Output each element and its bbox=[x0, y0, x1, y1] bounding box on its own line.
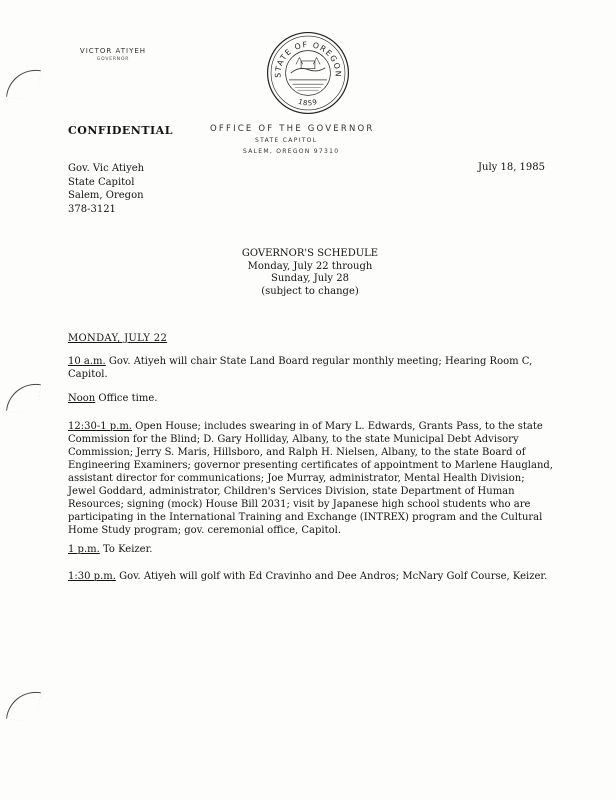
classification-label: CONFIDENTIAL bbox=[68, 124, 173, 137]
sender-address-line: State Capitol bbox=[68, 176, 135, 188]
schedule-range-end: Sunday, July 28 bbox=[271, 273, 349, 284]
sender-block bbox=[68, 162, 144, 216]
entry-text: Home Study program; gov. ceremonial office, Capitol. bbox=[68, 525, 342, 536]
entry-time: Noon bbox=[68, 393, 96, 404]
schedule-note: (subject to change) bbox=[261, 285, 359, 297]
schedule-entry bbox=[68, 355, 588, 381]
state-seal-icon bbox=[265, 30, 351, 116]
entry-time: 1 p.m. bbox=[68, 544, 100, 555]
svg-text:STATE OF OREGON bbox=[273, 40, 342, 78]
punch-hole-mark bbox=[6, 66, 41, 101]
entry-text: Gov. Atiyeh will chair State Land Board regular monthly meeting; Hearing Room C, bbox=[108, 356, 533, 367]
governor-name: VICTOR ATIYEH bbox=[79, 47, 147, 55]
office-city-line: SALEM, OREGON 97310 bbox=[243, 148, 340, 155]
schedule-range-start: Monday, July 22 through bbox=[247, 260, 373, 272]
entry-time: 10 a.m. bbox=[68, 356, 106, 367]
svg-text:1859 bbox=[297, 98, 319, 108]
office-address-line: STATE CAPITOL bbox=[255, 137, 318, 144]
entry-text: Resources; signing (mock) House Bill 2031; visit by Japanese high school students who are bbox=[68, 499, 531, 510]
sender-phone: 378-3121 bbox=[68, 203, 116, 215]
schedule-entry bbox=[68, 392, 588, 405]
seal-year: 1859 bbox=[297, 97, 319, 108]
governor-title: GOVERNOR bbox=[96, 57, 130, 62]
entry-time: 1:30 p.m. bbox=[68, 571, 116, 582]
entry-text: assistant director for communications; Joe Murray, administrator, Mental Health Division; bbox=[68, 473, 525, 484]
schedule-entry bbox=[68, 570, 588, 583]
entry-text: Commission for the Blind; D. Gary Holliday, Albany, to the state Municipal Debt Advisory bbox=[68, 434, 519, 445]
seal-top-text: STATE OF OREGON bbox=[273, 40, 343, 78]
schedule-entry bbox=[68, 420, 588, 537]
punch-hole-mark bbox=[6, 688, 41, 723]
entry-text: participating in the International Training and Exchange (INTREX) program and the Cultural bbox=[68, 512, 543, 523]
entry-text: Capitol. bbox=[68, 369, 108, 380]
entry-text: Gov. Atiyeh will golf with Ed Cravinho and Dee Andros; McNary Golf Course, Keizer. bbox=[119, 571, 548, 582]
entry-time: 12:30-1 p.m. bbox=[68, 421, 132, 432]
entry-text: Jewel Goddard, administrator, Children's Services Division, state Department of Human bbox=[68, 486, 515, 497]
schedule-title-block bbox=[200, 248, 420, 298]
office-heading: OFFICE OF THE GOVERNOR bbox=[210, 124, 375, 134]
sender-city-line: Salem, Oregon bbox=[68, 190, 144, 201]
entry-text: Commission; Jerry S. Maris, Hillsboro, and Ralph H. Nielsen, Albany, to the state Board of bbox=[68, 447, 526, 458]
day-heading: MONDAY, JULY 22 bbox=[68, 333, 168, 344]
sender-name: Gov. Vic Atiyeh bbox=[68, 163, 145, 174]
entry-text: To Keizer. bbox=[102, 544, 153, 555]
entry-text: Engineering Examiners; governor presenting certificates of appointment to Marlene Haugland, bbox=[68, 460, 553, 471]
entry-text: Open House; includes swearing in of Mary L. Edwards, Grants Pass, to the state bbox=[135, 421, 543, 432]
schedule-title: GOVERNOR'S SCHEDULE bbox=[241, 248, 379, 259]
punch-hole-mark bbox=[6, 380, 41, 415]
schedule-entry bbox=[68, 543, 588, 556]
document-date: July 18, 1985 bbox=[478, 162, 546, 173]
entry-text: Office time. bbox=[98, 393, 158, 404]
